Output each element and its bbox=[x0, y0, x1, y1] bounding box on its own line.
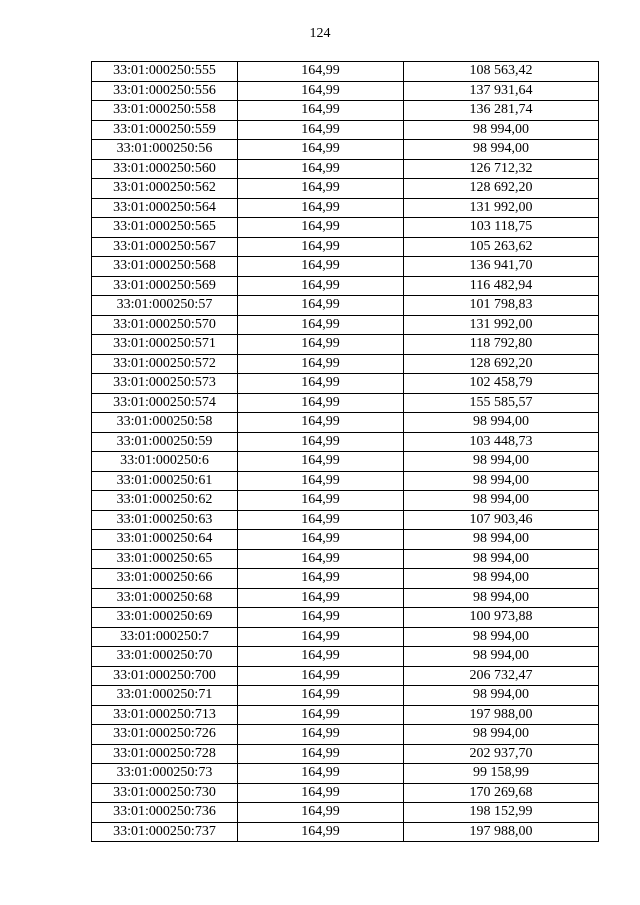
cadastral-number-cell: 33:01:000250:572 bbox=[92, 354, 238, 374]
value-cell: 98 994,00 bbox=[404, 530, 599, 550]
cadastral-number-cell: 33:01:000250:713 bbox=[92, 705, 238, 725]
table-row bbox=[92, 413, 599, 433]
cadastral-number-cell: 33:01:000250:700 bbox=[92, 666, 238, 686]
table-row bbox=[92, 588, 599, 608]
rate-cell: 164,99 bbox=[238, 354, 404, 374]
value-cell: 98 994,00 bbox=[404, 471, 599, 491]
rate-cell: 164,99 bbox=[238, 62, 404, 82]
value-cell: 128 692,20 bbox=[404, 179, 599, 199]
value-cell: 108 563,42 bbox=[404, 62, 599, 82]
rate-cell: 164,99 bbox=[238, 627, 404, 647]
rate-cell: 164,99 bbox=[238, 588, 404, 608]
rate-cell: 164,99 bbox=[238, 413, 404, 433]
value-cell: 101 798,83 bbox=[404, 296, 599, 316]
rate-cell: 164,99 bbox=[238, 335, 404, 355]
cadastral-value-table bbox=[91, 61, 599, 842]
table-row bbox=[92, 198, 599, 218]
table-row bbox=[92, 81, 599, 101]
value-cell: 128 692,20 bbox=[404, 354, 599, 374]
cadastral-number-cell: 33:01:000250:736 bbox=[92, 803, 238, 823]
value-cell: 98 994,00 bbox=[404, 413, 599, 433]
cadastral-number-cell: 33:01:000250:571 bbox=[92, 335, 238, 355]
rate-cell: 164,99 bbox=[238, 374, 404, 394]
cadastral-number-cell: 33:01:000250:570 bbox=[92, 315, 238, 335]
cadastral-number-cell: 33:01:000250:556 bbox=[92, 81, 238, 101]
rate-cell: 164,99 bbox=[238, 120, 404, 140]
table-row bbox=[92, 569, 599, 589]
rate-cell: 164,99 bbox=[238, 647, 404, 667]
table-row bbox=[92, 783, 599, 803]
value-cell: 98 994,00 bbox=[404, 491, 599, 511]
rate-cell: 164,99 bbox=[238, 452, 404, 472]
cadastral-number-cell: 33:01:000250:730 bbox=[92, 783, 238, 803]
value-cell: 100 973,88 bbox=[404, 608, 599, 628]
cadastral-number-cell: 33:01:000250:73 bbox=[92, 764, 238, 784]
value-cell: 136 941,70 bbox=[404, 257, 599, 277]
value-cell: 98 994,00 bbox=[404, 569, 599, 589]
value-cell: 98 994,00 bbox=[404, 686, 599, 706]
cadastral-number-cell: 33:01:000250:565 bbox=[92, 218, 238, 238]
table-row bbox=[92, 822, 599, 842]
rate-cell: 164,99 bbox=[238, 276, 404, 296]
table-row bbox=[92, 705, 599, 725]
table-row bbox=[92, 452, 599, 472]
rate-cell: 164,99 bbox=[238, 198, 404, 218]
rate-cell: 164,99 bbox=[238, 81, 404, 101]
table-row bbox=[92, 491, 599, 511]
table-row bbox=[92, 647, 599, 667]
cadastral-number-cell: 33:01:000250:6 bbox=[92, 452, 238, 472]
cadastral-number-cell: 33:01:000250:71 bbox=[92, 686, 238, 706]
value-cell: 103 448,73 bbox=[404, 432, 599, 452]
table-row bbox=[92, 608, 599, 628]
cadastral-number-cell: 33:01:000250:64 bbox=[92, 530, 238, 550]
cadastral-number-cell: 33:01:000250:726 bbox=[92, 725, 238, 745]
cadastral-number-cell: 33:01:000250:728 bbox=[92, 744, 238, 764]
rate-cell: 164,99 bbox=[238, 471, 404, 491]
value-cell: 198 152,99 bbox=[404, 803, 599, 823]
rate-cell: 164,99 bbox=[238, 140, 404, 160]
cadastral-number-cell: 33:01:000250:58 bbox=[92, 413, 238, 433]
table-row bbox=[92, 764, 599, 784]
table-row bbox=[92, 257, 599, 277]
cadastral-number-cell: 33:01:000250:569 bbox=[92, 276, 238, 296]
table-row bbox=[92, 686, 599, 706]
value-cell: 155 585,57 bbox=[404, 393, 599, 413]
value-cell: 98 994,00 bbox=[404, 627, 599, 647]
table-row bbox=[92, 101, 599, 121]
cadastral-number-cell: 33:01:000250:737 bbox=[92, 822, 238, 842]
value-cell: 131 992,00 bbox=[404, 198, 599, 218]
rate-cell: 164,99 bbox=[238, 101, 404, 121]
table-row bbox=[92, 179, 599, 199]
cadastral-number-cell: 33:01:000250:560 bbox=[92, 159, 238, 179]
table-body bbox=[92, 62, 599, 842]
table-row bbox=[92, 62, 599, 82]
rate-cell: 164,99 bbox=[238, 257, 404, 277]
value-cell: 98 994,00 bbox=[404, 120, 599, 140]
cadastral-number-cell: 33:01:000250:56 bbox=[92, 140, 238, 160]
cadastral-number-cell: 33:01:000250:567 bbox=[92, 237, 238, 257]
rate-cell: 164,99 bbox=[238, 159, 404, 179]
rate-cell: 164,99 bbox=[238, 764, 404, 784]
rate-cell: 164,99 bbox=[238, 725, 404, 745]
cadastral-number-cell: 33:01:000250:63 bbox=[92, 510, 238, 530]
cadastral-number-cell: 33:01:000250:69 bbox=[92, 608, 238, 628]
table-row bbox=[92, 744, 599, 764]
table-row bbox=[92, 530, 599, 550]
table-row bbox=[92, 510, 599, 530]
table-row bbox=[92, 803, 599, 823]
table-row bbox=[92, 237, 599, 257]
value-cell: 137 931,64 bbox=[404, 81, 599, 101]
table-row bbox=[92, 471, 599, 491]
value-cell: 197 988,00 bbox=[404, 822, 599, 842]
table-row bbox=[92, 725, 599, 745]
table-row bbox=[92, 315, 599, 335]
rate-cell: 164,99 bbox=[238, 822, 404, 842]
cadastral-number-cell: 33:01:000250:57 bbox=[92, 296, 238, 316]
value-cell: 202 937,70 bbox=[404, 744, 599, 764]
table-row bbox=[92, 335, 599, 355]
value-cell: 118 792,80 bbox=[404, 335, 599, 355]
table-row bbox=[92, 276, 599, 296]
value-cell: 98 994,00 bbox=[404, 549, 599, 569]
cadastral-number-cell: 33:01:000250:558 bbox=[92, 101, 238, 121]
value-cell: 98 994,00 bbox=[404, 452, 599, 472]
value-cell: 105 263,62 bbox=[404, 237, 599, 257]
rate-cell: 164,99 bbox=[238, 296, 404, 316]
value-cell: 116 482,94 bbox=[404, 276, 599, 296]
table-row bbox=[92, 432, 599, 452]
table-row bbox=[92, 120, 599, 140]
value-cell: 102 458,79 bbox=[404, 374, 599, 394]
cadastral-number-cell: 33:01:000250:564 bbox=[92, 198, 238, 218]
cadastral-number-cell: 33:01:000250:68 bbox=[92, 588, 238, 608]
value-cell: 98 994,00 bbox=[404, 647, 599, 667]
rate-cell: 164,99 bbox=[238, 393, 404, 413]
value-cell: 136 281,74 bbox=[404, 101, 599, 121]
rate-cell: 164,99 bbox=[238, 608, 404, 628]
rate-cell: 164,99 bbox=[238, 510, 404, 530]
rate-cell: 164,99 bbox=[238, 179, 404, 199]
table-row bbox=[92, 159, 599, 179]
value-cell: 98 994,00 bbox=[404, 588, 599, 608]
rate-cell: 164,99 bbox=[238, 783, 404, 803]
page-number: 124 bbox=[309, 26, 331, 41]
cadastral-number-cell: 33:01:000250:574 bbox=[92, 393, 238, 413]
cadastral-number-cell: 33:01:000250:568 bbox=[92, 257, 238, 277]
value-cell: 206 732,47 bbox=[404, 666, 599, 686]
table-row bbox=[92, 140, 599, 160]
rate-cell: 164,99 bbox=[238, 803, 404, 823]
cadastral-number-cell: 33:01:000250:7 bbox=[92, 627, 238, 647]
cadastral-number-cell: 33:01:000250:65 bbox=[92, 549, 238, 569]
table-row bbox=[92, 374, 599, 394]
cadastral-number-cell: 33:01:000250:562 bbox=[92, 179, 238, 199]
cadastral-number-cell: 33:01:000250:59 bbox=[92, 432, 238, 452]
value-cell: 99 158,99 bbox=[404, 764, 599, 784]
rate-cell: 164,99 bbox=[238, 530, 404, 550]
rate-cell: 164,99 bbox=[238, 666, 404, 686]
rate-cell: 164,99 bbox=[238, 686, 404, 706]
cadastral-number-cell: 33:01:000250:62 bbox=[92, 491, 238, 511]
cadastral-number-cell: 33:01:000250:61 bbox=[92, 471, 238, 491]
value-cell: 98 994,00 bbox=[404, 140, 599, 160]
rate-cell: 164,99 bbox=[238, 744, 404, 764]
rate-cell: 164,99 bbox=[238, 218, 404, 238]
cadastral-number-cell: 33:01:000250:559 bbox=[92, 120, 238, 140]
cadastral-number-cell: 33:01:000250:573 bbox=[92, 374, 238, 394]
rate-cell: 164,99 bbox=[238, 569, 404, 589]
cadastral-number-cell: 33:01:000250:70 bbox=[92, 647, 238, 667]
table-row bbox=[92, 354, 599, 374]
rate-cell: 164,99 bbox=[238, 705, 404, 725]
value-cell: 197 988,00 bbox=[404, 705, 599, 725]
value-cell: 170 269,68 bbox=[404, 783, 599, 803]
table-row bbox=[92, 296, 599, 316]
rate-cell: 164,99 bbox=[238, 491, 404, 511]
value-cell: 126 712,32 bbox=[404, 159, 599, 179]
cadastral-number-cell: 33:01:000250:555 bbox=[92, 62, 238, 82]
value-cell: 107 903,46 bbox=[404, 510, 599, 530]
table-row bbox=[92, 393, 599, 413]
table-row bbox=[92, 666, 599, 686]
table-row bbox=[92, 218, 599, 238]
table-row bbox=[92, 627, 599, 647]
value-cell: 103 118,75 bbox=[404, 218, 599, 238]
rate-cell: 164,99 bbox=[238, 315, 404, 335]
value-cell: 131 992,00 bbox=[404, 315, 599, 335]
value-cell: 98 994,00 bbox=[404, 725, 599, 745]
rate-cell: 164,99 bbox=[238, 237, 404, 257]
table-row bbox=[92, 549, 599, 569]
rate-cell: 164,99 bbox=[238, 549, 404, 569]
rate-cell: 164,99 bbox=[238, 432, 404, 452]
cadastral-number-cell: 33:01:000250:66 bbox=[92, 569, 238, 589]
